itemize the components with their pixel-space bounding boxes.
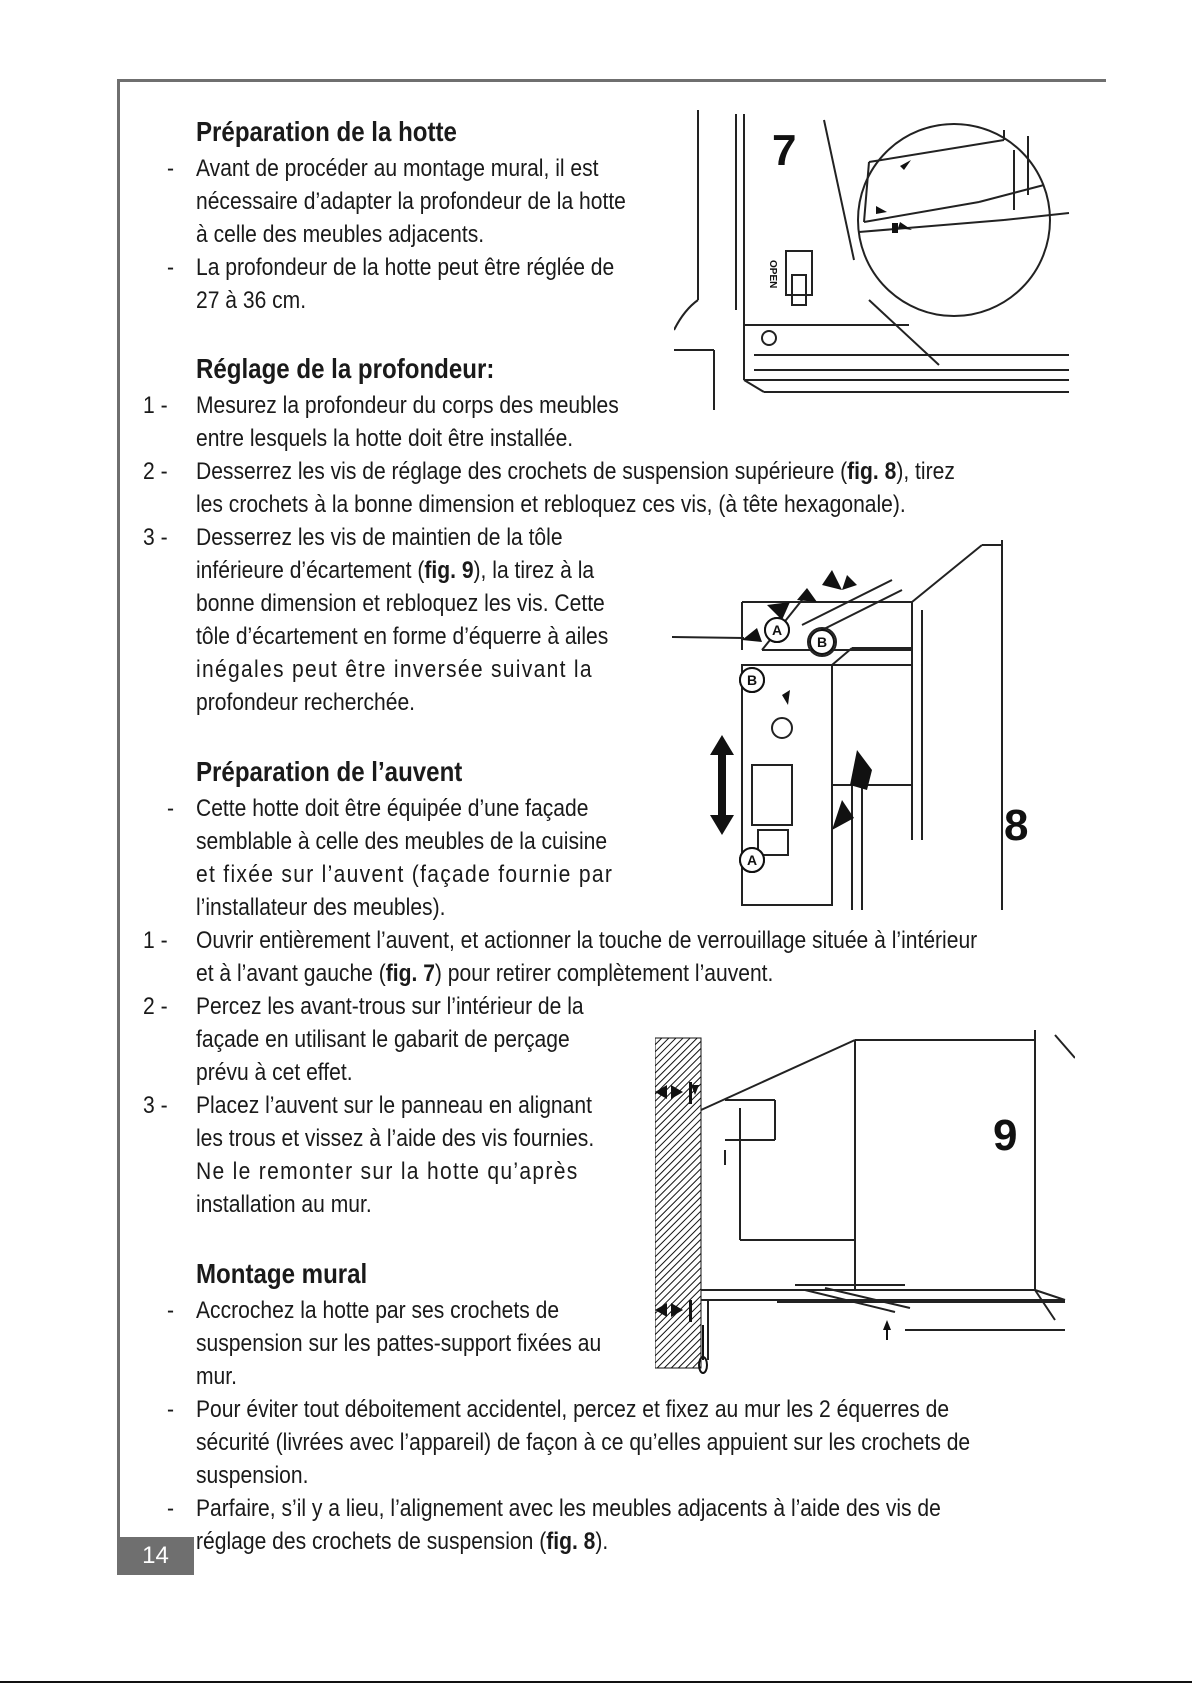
text-line: Placez l’auvent sur le panneau en alignant xyxy=(196,1092,592,1119)
text-line: nécessaire d’adapter la profondeur de la hotte xyxy=(196,188,626,215)
text-line: Avant de procéder au montage mural, il est xyxy=(196,155,599,182)
figure-reference: fig. 9 xyxy=(424,557,474,584)
step-number: 3 - xyxy=(143,524,168,551)
text-line: suspension sur les pattes-support fixées au xyxy=(196,1330,602,1357)
figure-7 xyxy=(674,110,1074,415)
text-line: Ne le remonter sur la hotte qu’après xyxy=(196,1158,579,1185)
step-number: 2 - xyxy=(143,993,168,1020)
figure-8-number: 8 xyxy=(1004,801,1029,850)
bullet-dash: - xyxy=(167,1495,175,1522)
bullet-dash: - xyxy=(167,254,175,281)
text-line: réglage des crochets de suspension (fig. 8). xyxy=(196,1528,609,1555)
text-line: Mesurez la profondeur du corps des meubles xyxy=(196,392,619,419)
text-line: Pour éviter tout déboitement accidentel, percez et fixez au mur les 2 équerres de xyxy=(196,1396,950,1423)
text-line: sécurité (livrées avec l’appareil) de façon à ce qu’elles appuient sur les crochets de xyxy=(196,1429,971,1456)
figure-9-number: 9 xyxy=(993,1111,1018,1160)
text-line: prévu à cet effet. xyxy=(196,1059,353,1086)
text-line: La profondeur de la hotte peut être réglée de xyxy=(196,254,615,281)
bullet-dash: - xyxy=(167,795,175,822)
text-line: et fixée sur l’auvent (façade fournie par xyxy=(196,861,614,888)
text-line: Desserrez les vis de maintien de la tôle xyxy=(196,524,563,551)
open-label: OPEN xyxy=(767,260,778,289)
text-line: bonne dimension et rebloquez les vis. Cette xyxy=(196,590,605,617)
text-line: l’installateur des meubles). xyxy=(196,894,446,921)
figure-8-drawing xyxy=(672,540,1072,910)
figure-9 xyxy=(655,1030,1075,1375)
text-line: suspension. xyxy=(196,1462,309,1489)
text-line: semblable à celle des meubles de la cuisine xyxy=(196,828,608,855)
text-line: mur. xyxy=(196,1363,237,1390)
heading-preparation-hotte: Préparation de la hotte xyxy=(196,116,457,147)
step-number: 3 - xyxy=(143,1092,168,1119)
bullet-dash: - xyxy=(167,155,175,182)
figure-reference: fig. 8 xyxy=(847,458,897,485)
figure-8 xyxy=(672,540,1072,910)
text-line: à celle des meubles adjacents. xyxy=(196,221,485,248)
text-line: Cette hotte doit être équipée d’une façade xyxy=(196,795,589,822)
step-number: 1 - xyxy=(143,927,168,954)
step-number: 1 - xyxy=(143,392,168,419)
text-line: Ouvrir entièrement l’auvent, et actionner la touche de verrouillage située à l’intérieur xyxy=(196,927,978,954)
heading-montage-mural: Montage mural xyxy=(196,1258,368,1289)
figure-7-number: 7 xyxy=(772,126,797,175)
page-number: 14 xyxy=(117,1537,194,1575)
top-rule xyxy=(117,79,1106,82)
text-line: inférieure d’écartement (fig. 9), la tirez à la xyxy=(196,557,595,584)
step-number: 2 - xyxy=(143,458,168,485)
text-line: les crochets à la bonne dimension et rebloquez ces vis, (à tête hexagonale). xyxy=(196,491,906,518)
text-line: Percez les avant-trous sur l’intérieur de la xyxy=(196,993,584,1020)
text-line: et à l’avant gauche (fig. 7) pour retirer complètement l’auvent. xyxy=(196,960,774,987)
label-b: B xyxy=(816,634,828,650)
bullet-dash: - xyxy=(167,1396,175,1423)
figure-7-drawing xyxy=(674,110,1074,415)
heading-preparation-auvent: Préparation de l’auvent xyxy=(196,756,463,787)
figure-reference: fig. 7 xyxy=(385,960,435,987)
heading-reglage-profondeur: Réglage de la profondeur: xyxy=(196,353,495,384)
text-line: profondeur recherchée. xyxy=(196,689,416,716)
text-line: entre lesquels la hotte doit être installée. xyxy=(196,425,574,452)
text-line: les trous et vissez à l’aide des vis fournies. xyxy=(196,1125,595,1152)
text-line: 27 à 36 cm. xyxy=(196,287,307,314)
label-a: A xyxy=(746,852,758,868)
text-line: façade en utilisant le gabarit de perçage xyxy=(196,1026,570,1053)
text-line: Accrochez la hotte par ses crochets de xyxy=(196,1297,560,1324)
text-line: Desserrez les vis de réglage des crochets de suspension supérieure (fig. 8), tirez xyxy=(196,458,955,485)
bottom-edge xyxy=(0,1681,1192,1683)
text-line: Parfaire, s’il y a lieu, l’alignement avec les meubles adjacents à l’aide des vis de xyxy=(196,1495,941,1522)
text-line: installation au mur. xyxy=(196,1191,372,1218)
figure-reference: fig. 8 xyxy=(546,1528,596,1555)
label-b: B xyxy=(746,672,758,688)
left-rule xyxy=(117,79,120,1575)
label-a: A xyxy=(771,622,783,638)
figure-9-drawing xyxy=(655,1030,1075,1375)
bullet-dash: - xyxy=(167,1297,175,1324)
text-line: inégales peut être inversée suivant la xyxy=(196,656,593,683)
text-line: tôle d’écartement en forme d’équerre à ailes xyxy=(196,623,609,650)
